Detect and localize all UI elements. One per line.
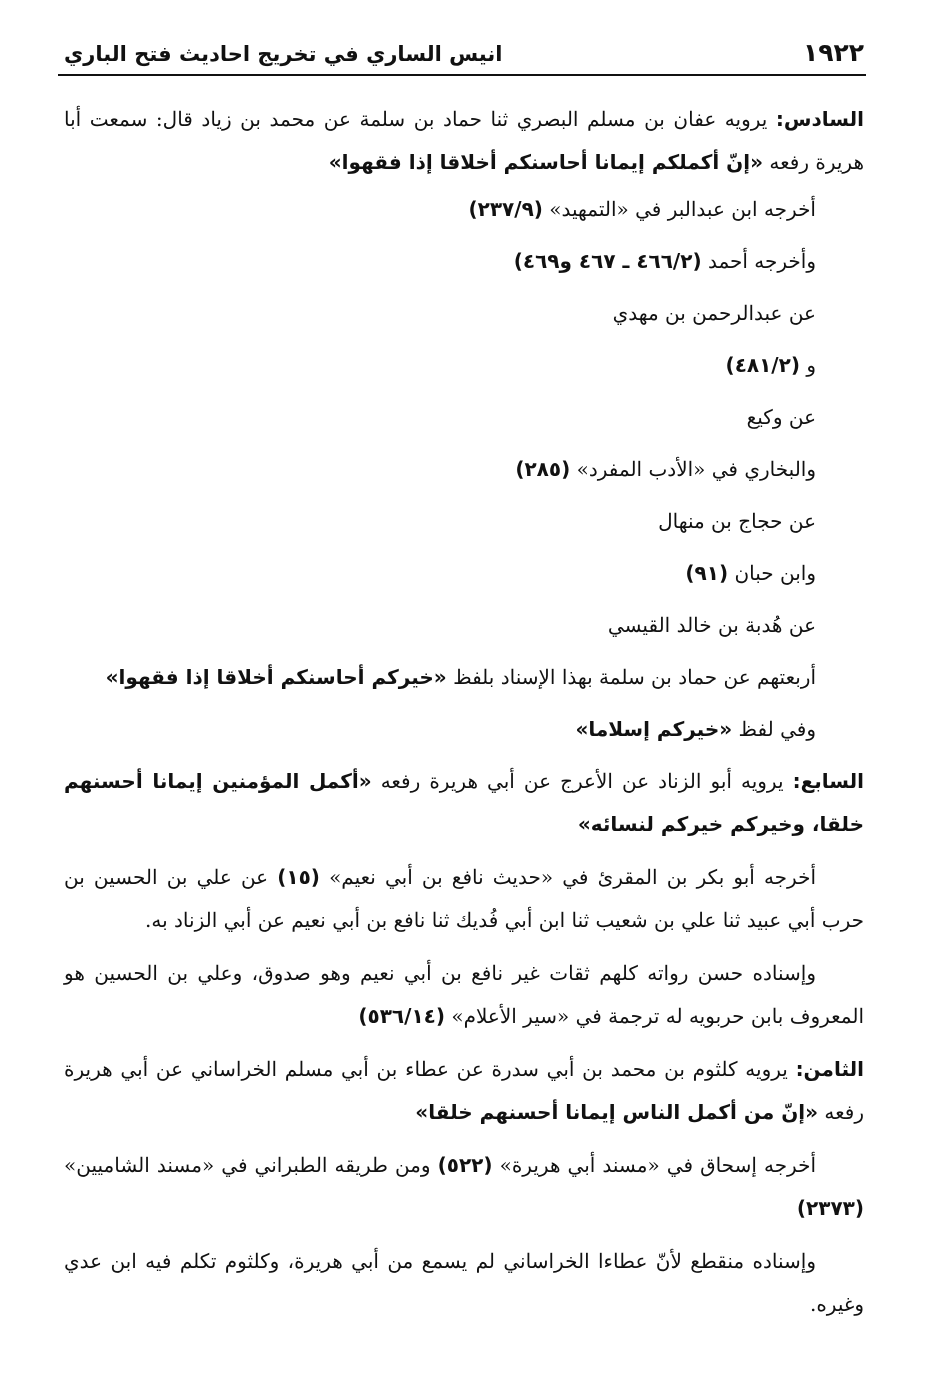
line-text: وفي لفظ <box>738 717 816 741</box>
hadith-text: «أكمل المؤمنين إيمانا أحسنهم خلقا، وخيركم خيركم لنسائه» <box>64 769 864 836</box>
paragraph-text: عن علي بن الحسين بن حرب أبي عبيد ثنا علي بن شعيب ثنا ابن أبي فُديك ثنا نافع بن أبي نعيم عن أبي الزناد به. <box>64 865 864 932</box>
takhrij-line <box>64 454 864 506</box>
takhrij-line <box>64 194 864 246</box>
takhrij-line <box>64 610 864 662</box>
section-label: الثامن: <box>795 1057 864 1081</box>
section-label: السادس: <box>775 107 865 131</box>
reference-number: (١٥) <box>277 865 320 889</box>
hadith-wording: «خيركم إسلاما» <box>575 717 733 741</box>
paragraph-sixth <box>64 98 864 184</box>
hadith-wording: «خيركم أحاسنكم أخلاقا إذا فقهوا» <box>105 665 447 689</box>
takhrij-line <box>64 714 864 760</box>
takhrij-line <box>64 506 864 558</box>
takhrij-line <box>64 298 864 350</box>
book-title: انيس الساري في تخريج احاديث فتح الباري <box>64 42 503 66</box>
page-number: ١٩٢٢ <box>802 38 864 67</box>
paragraph-text: وإسناده منقطع لأنّ عطاءا الخراساني لم يسمع من أبي هريرة، وكلثوم تكلم فيه ابن عدي وغيره. <box>64 1249 864 1316</box>
paragraph-isnad-broken <box>64 1240 864 1326</box>
paragraph-seventh <box>64 760 864 846</box>
reference-number: (٢٣٧/٩) <box>468 197 543 221</box>
paragraph-text: يرويه أبو الزناد عن الأعرج عن أبي هريرة رفعه <box>380 769 784 793</box>
reference-number: (٤٨١/٢) <box>725 353 800 377</box>
hadith-text: «إنّ أكملكم إيمانا أحاسنكم أخلاقا إذا فقهوا» <box>328 150 764 174</box>
takhrij-line <box>64 402 864 454</box>
paragraph-text: وإسناده حسن رواته كلهم ثقات غير نافع بن أبي نعيم وهو صدوق، وعلي بن الحسين هو المعروف بابن حربويه له ترجمة في «سير الأعلام» <box>64 961 864 1028</box>
takhrij-line <box>64 662 864 714</box>
page-body <box>64 98 864 1336</box>
takhrij-line <box>64 350 864 402</box>
line-text: و <box>806 353 816 377</box>
paragraph-text: ومن طريقه الطبراني في «مسند الشاميين» <box>64 1153 431 1177</box>
reference-number: (٢٣٧٣) <box>796 1196 864 1220</box>
line-text: عن هُدبة بن خالد القيسي <box>607 613 816 637</box>
paragraph-text: أخرجه أبو بكر بن المقرئ في «حديث نافع بن أبي نعيم» <box>329 865 816 889</box>
takhrij-line <box>64 558 864 610</box>
section-label: السابع: <box>792 769 865 793</box>
paragraph-text: أخرجه إسحاق في «مسند أبي هريرة» <box>499 1153 817 1177</box>
reference-number: (٤٦٦/٢ ـ ٤٦٧ و٤٦٩) <box>513 249 702 273</box>
paragraph-takhrij-eighth <box>64 1144 864 1230</box>
line-text: عن وكيع <box>746 405 816 429</box>
paragraph-eighth <box>64 1048 864 1134</box>
paragraph-text: يرويه كلثوم بن محمد بن أبي سدرة عن عطاء بن أبي مسلم الخراساني عن أبي هريرة رفعه <box>64 1057 864 1124</box>
line-text: والبخاري في «الأدب المفرد» <box>576 457 816 481</box>
reference-number: (٢٨٥) <box>515 457 571 481</box>
line-text: أربعتهم عن حماد بن سلمة بهذا الإسناد بلفظ <box>453 665 816 689</box>
line-text: أخرجه ابن عبدالبر في «التمهيد» <box>549 197 816 221</box>
paragraph-takhrij-seventh <box>64 856 864 942</box>
line-text: عن عبدالرحمن بن مهدي <box>612 301 816 325</box>
paragraph-text: يرويه عفان بن مسلم البصري ثنا حماد بن سلمة عن محمد بن زياد قال: سمعت أبا هريرة رفعه <box>64 107 864 174</box>
takhrij-line <box>64 246 864 298</box>
reference-number: (٥٣٦/١٤) <box>358 1004 445 1028</box>
hadith-text: «إنّ من أكمل الناس إيمانا أحسنهم خلقا» <box>415 1100 819 1124</box>
line-text: وابن حبان <box>734 561 816 585</box>
running-header <box>58 34 866 76</box>
line-text: وأخرجه أحمد <box>707 249 816 273</box>
line-text: عن حجاج بن منهال <box>658 509 816 533</box>
reference-number: (٥٢٢) <box>437 1153 493 1177</box>
reference-number: (٩١) <box>685 561 729 585</box>
paragraph-isnad-grading <box>64 952 864 1038</box>
